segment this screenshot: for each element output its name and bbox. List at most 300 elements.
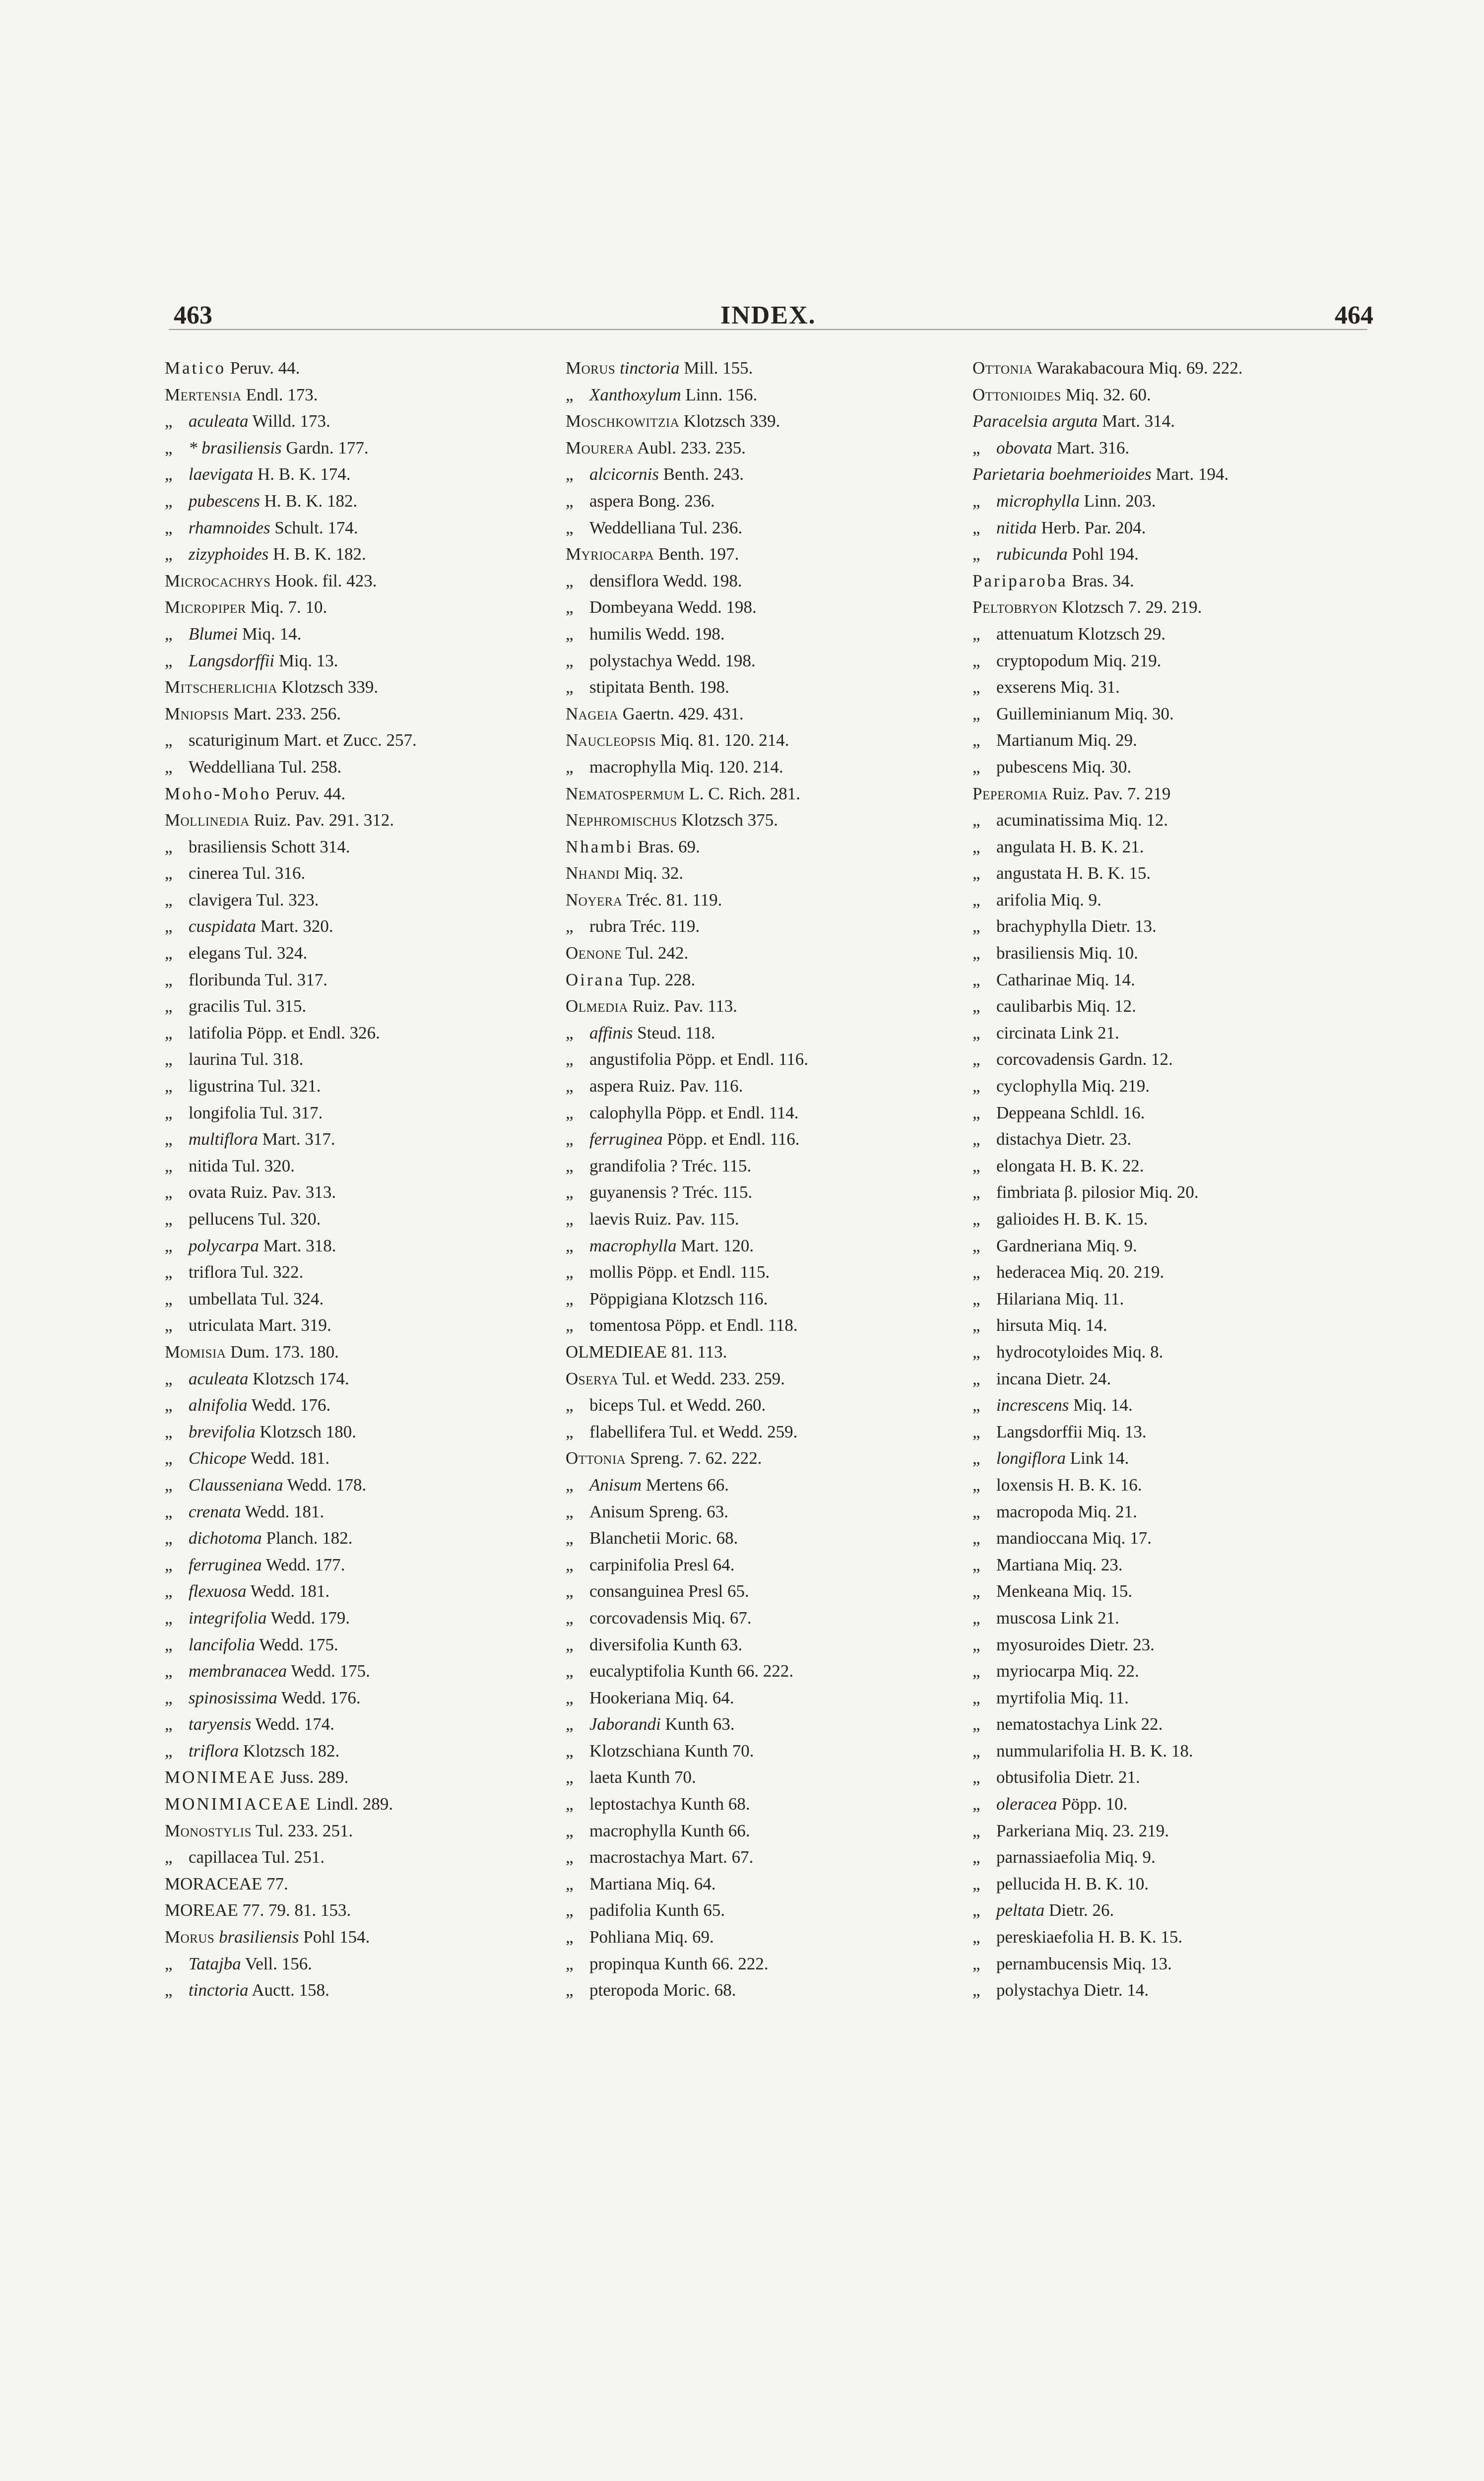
index-entry-text: angustata H. B. K. 15.: [996, 863, 1151, 883]
index-entry-text: mollis Pöpp. et Endl. 115.: [589, 1262, 770, 1282]
index-entry-text: Dietr. 26.: [1044, 1900, 1114, 1920]
index-entry-text: Jaborandi: [589, 1714, 661, 1734]
index-entry-text: galioides H. B. K. 15.: [996, 1209, 1148, 1229]
index-entry-text: Mourera: [566, 438, 634, 457]
index-entry-text: pellucida H. B. K. 10.: [996, 1874, 1149, 1893]
index-entry: [972, 1366, 1369, 1392]
index-entry-text: Klotzsch 7. 29. 219.: [1057, 597, 1202, 617]
index-entry: [165, 913, 562, 940]
index-entry: [972, 754, 1369, 781]
index-entry: [972, 1924, 1369, 1951]
index-entry-text: zizyphoides: [189, 544, 269, 564]
index-entry-text: Miq. 13.: [274, 651, 338, 670]
index-entry-text: MOREAE 77. 79. 81. 153.: [165, 1900, 351, 1920]
index-entry-text: tomentosa Pöpp. et Endl. 118.: [589, 1315, 798, 1335]
index-entry: [566, 674, 963, 701]
index-entry-text: Martiana Miq. 64.: [589, 1874, 716, 1893]
index-entry: [165, 1711, 562, 1738]
ditto-mark: „: [972, 1049, 980, 1069]
index-entry-text: Myriocarpa: [566, 544, 654, 564]
index-entry: [165, 1552, 562, 1578]
index-entry: [972, 1472, 1369, 1499]
index-entry: [165, 594, 562, 621]
index-entry: [972, 940, 1369, 967]
ditto-mark: „: [566, 1209, 574, 1229]
index-entry-text: H. B. K. 182.: [268, 544, 366, 564]
index-entry-text: ferruginea: [589, 1129, 663, 1149]
ditto-mark: „: [972, 970, 980, 989]
ditto-mark: „: [972, 1502, 980, 1521]
ditto-mark: „: [566, 677, 574, 697]
ditto-mark: „: [165, 1741, 173, 1761]
index-entry: [566, 1046, 963, 1073]
index-entry: [165, 940, 562, 967]
index-entry: [566, 1445, 963, 1472]
index-entry: [165, 1286, 562, 1312]
index-entry-text: rhamnoides: [189, 518, 270, 537]
index-entry-text: tinctoria: [615, 358, 680, 378]
index-entry: [566, 1844, 963, 1871]
index-entry-text: spinosissima: [189, 1688, 277, 1707]
index-entry: [165, 1392, 562, 1419]
index-entry-text: Peperomia: [972, 783, 1048, 803]
index-entry-text: Schult. 174.: [270, 518, 358, 537]
index-entry-text: Ruiz. Pav. 113.: [628, 996, 738, 1016]
ditto-mark: „: [165, 1448, 173, 1468]
index-entry: [566, 461, 963, 488]
index-entry: [165, 461, 562, 488]
index-entry-text: hydrocotyloides Miq. 8.: [996, 1342, 1163, 1362]
index-entry-text: Langsdorffii Miq. 13.: [996, 1422, 1147, 1441]
index-entry: [566, 408, 963, 435]
index-entry-text: Mollinedia: [165, 810, 250, 830]
index-entry-text: Mart. 194.: [1151, 464, 1229, 484]
ditto-mark: „: [972, 1581, 980, 1601]
ditto-mark: „: [972, 1608, 980, 1628]
index-entry-text: nitida: [996, 518, 1037, 537]
index-entry-text: brasiliensis Schott 314.: [189, 837, 350, 856]
index-entry-text: circinata Link 21.: [996, 1023, 1119, 1043]
index-entry-text: cuspidata: [189, 916, 257, 936]
index-column-2: [566, 355, 963, 2004]
index-entry: [566, 1366, 963, 1392]
index-entry: [972, 1711, 1369, 1738]
ditto-mark: „: [165, 1289, 173, 1308]
index-entry: [972, 1525, 1369, 1552]
index-entry: [972, 807, 1369, 834]
index-entry-text: myriocarpa Miq. 22.: [996, 1661, 1139, 1681]
index-entry: [972, 1153, 1369, 1179]
index-entry-text: parnassiaefolia Miq. 9.: [996, 1847, 1156, 1867]
ditto-mark: „: [972, 1794, 980, 1814]
index-entry: [165, 1259, 562, 1286]
index-entry: [165, 1499, 562, 1525]
index-entry: [566, 940, 963, 967]
index-entry-text: Ruiz. Pav. 7. 219: [1047, 783, 1171, 803]
index-entry-text: Wedd. 181.: [241, 1502, 324, 1521]
index-entry-text: aspera Bong. 236.: [589, 491, 715, 511]
index-entry: [165, 1339, 562, 1366]
index-entry: [165, 1206, 562, 1233]
index-entry-text: L. C. Rich. 281.: [684, 783, 801, 803]
index-entry-text: latifolia Pöpp. et Endl. 326.: [189, 1023, 380, 1043]
index-entry-text: Matico: [165, 358, 226, 378]
index-entry: [566, 993, 963, 1020]
index-entry: [972, 967, 1369, 993]
index-entry-text: longifolia Tul. 317.: [189, 1103, 323, 1122]
index-entry-text: Mill. 155.: [679, 358, 753, 378]
index-entry: [566, 1552, 963, 1578]
index-entry-text: ligustrina Tul. 321.: [189, 1076, 321, 1096]
index-entry: [566, 1020, 963, 1046]
index-entry-text: Ottonia: [566, 1448, 626, 1468]
index-entry-text: Wedd. 181.: [246, 1448, 330, 1468]
ditto-mark: „: [972, 624, 980, 644]
index-entry-text: Monostylis: [165, 1821, 252, 1840]
index-entry: [972, 1632, 1369, 1658]
index-entry-text: Langsdorffii: [189, 651, 275, 670]
index-entry: [165, 541, 562, 568]
index-entry-text: Nageia: [566, 704, 619, 723]
ditto-mark: „: [972, 1634, 980, 1654]
index-entry-text: incana Dietr. 24.: [996, 1369, 1111, 1388]
index-entry-text: Lindl. 289.: [312, 1794, 393, 1814]
index-entry-text: macrophylla Miq. 120. 214.: [589, 757, 783, 777]
index-entry-text: Link 14.: [1066, 1448, 1129, 1468]
ditto-mark: „: [972, 677, 980, 697]
index-entry-text: brasiliensis: [214, 1927, 299, 1947]
ditto-mark: „: [165, 1076, 173, 1096]
ditto-mark: „: [972, 1103, 980, 1122]
ditto-mark: „: [566, 1076, 574, 1096]
index-entry: [566, 1632, 963, 1658]
ditto-mark: „: [165, 438, 173, 457]
index-entry: [972, 1126, 1369, 1153]
index-entry-text: Morus: [165, 1927, 215, 1947]
ditto-mark: „: [972, 757, 980, 777]
index-entry-text: Miq. 7. 10.: [246, 597, 327, 617]
ditto-mark: „: [972, 863, 980, 883]
ditto-mark: „: [566, 757, 574, 777]
ditto-mark: „: [165, 1847, 173, 1867]
index-entry: [165, 1632, 562, 1658]
index-entry-text: Dum. 173. 180.: [226, 1342, 339, 1362]
index-entry: [566, 1525, 963, 1552]
index-entry: [165, 1046, 562, 1073]
ditto-mark: „: [566, 1475, 574, 1495]
index-entry-text: loxensis H. B. K. 16.: [996, 1475, 1142, 1495]
ditto-mark: „: [566, 1954, 574, 1973]
ditto-mark: „: [566, 1528, 574, 1548]
ditto-mark: „: [566, 651, 574, 670]
index-entry-text: nitida Tul. 320.: [189, 1156, 295, 1175]
ditto-mark: „: [165, 1182, 173, 1202]
ditto-mark: „: [566, 1395, 574, 1415]
index-entry: [566, 1818, 963, 1844]
index-entry-text: pernambucensis Miq. 13.: [996, 1954, 1172, 1973]
index-entry-text: calophylla Pöpp. et Endl. 114.: [589, 1103, 799, 1122]
index-entry: [972, 1738, 1369, 1764]
index-entry-text: laurina Tul. 318.: [189, 1049, 304, 1069]
ditto-mark: „: [972, 1714, 980, 1734]
index-entry-text: Willd. 173.: [248, 411, 330, 431]
index-entry-text: Warakabacoura Miq. 69. 222.: [1032, 358, 1243, 378]
index-entry-text: polycarpa: [189, 1236, 259, 1255]
ditto-mark: „: [566, 1874, 574, 1893]
index-entry-text: Klotzsch 182.: [239, 1741, 340, 1761]
index-entry-text: macrophylla: [589, 1236, 677, 1255]
index-entry-text: pereskiaefolia H. B. K. 15.: [996, 1927, 1183, 1947]
index-entry: [566, 1339, 963, 1366]
ditto-mark: „: [165, 1156, 173, 1175]
index-entry-text: Tatajba: [189, 1954, 241, 1973]
index-entry-text: polystachya Dietr. 14.: [996, 1980, 1149, 2000]
ditto-mark: „: [165, 863, 173, 883]
index-entry: [165, 993, 562, 1020]
index-entry: [972, 1791, 1369, 1818]
ditto-mark: „: [972, 1182, 980, 1202]
index-entry-text: Mart. 320.: [256, 916, 333, 936]
index-entry: [566, 727, 963, 754]
ditto-mark: „: [566, 1555, 574, 1574]
index-entry: [566, 834, 963, 860]
index-entry-text: Miq. 14.: [238, 624, 302, 644]
ditto-mark: „: [972, 1821, 980, 1840]
ditto-mark: „: [165, 1049, 173, 1069]
index-entry-text: Bras. 69.: [633, 837, 700, 856]
index-entry: [165, 1977, 562, 2004]
index-entry-text: Klotzsch 339.: [277, 677, 379, 697]
ditto-mark: „: [165, 1129, 173, 1149]
index-entry: [972, 1897, 1369, 1924]
ditto-mark: „: [165, 916, 173, 936]
index-entry: [972, 993, 1369, 1020]
index-entry-text: Micropiper: [165, 597, 246, 617]
ditto-mark: „: [566, 1980, 574, 2000]
index-entry-text: Blanchetii Moric. 68.: [589, 1528, 738, 1548]
index-entry: [566, 913, 963, 940]
index-entry-text: flabellifera Tul. et Wedd. 259.: [589, 1422, 798, 1441]
index-entry-text: lancifolia: [189, 1634, 256, 1654]
index-entry-text: Gaertn. 429. 431.: [618, 704, 744, 723]
index-entry: [165, 1685, 562, 1711]
index-entry-text: Tup. 228.: [625, 970, 696, 989]
index-entry: [566, 488, 963, 515]
index-entry: [165, 701, 562, 727]
index-entry-text: Ottonioides: [972, 385, 1061, 404]
index-entry-text: Mart. 316.: [1052, 438, 1130, 457]
ditto-mark: „: [972, 1528, 980, 1548]
index-entry: [972, 488, 1369, 515]
ditto-mark: „: [165, 1395, 173, 1415]
ditto-mark: „: [972, 544, 980, 564]
index-entry-text: guyanensis ? Tréc. 115.: [589, 1182, 753, 1202]
ditto-mark: „: [165, 757, 173, 777]
index-entry-text: increscens: [996, 1395, 1069, 1415]
ditto-mark: „: [165, 1688, 173, 1707]
index-entry: [566, 568, 963, 594]
index-entry: [165, 834, 562, 860]
index-entry-text: * brasiliensis: [189, 438, 282, 457]
index-entry-text: angulata H. B. K. 21.: [996, 837, 1144, 856]
index-entry: [972, 1206, 1369, 1233]
index-entry-text: nematostachya Link 22.: [996, 1714, 1163, 1734]
index-entry-text: longiflora: [996, 1448, 1066, 1468]
index-entry-text: Tul. 233. 251.: [252, 1821, 353, 1840]
index-entry-text: Klotzsch 339.: [679, 411, 780, 431]
index-entry-text: capillacea Tul. 251.: [189, 1847, 325, 1867]
index-entry-text: Pohl 194.: [1067, 544, 1139, 564]
ditto-mark: „: [972, 1900, 980, 1920]
ditto-mark: „: [566, 1927, 574, 1947]
index-entry-text: cinerea Tul. 316.: [189, 863, 306, 883]
index-entry-text: OLMEDIEAE 81. 113.: [566, 1342, 727, 1362]
index-entry-text: H. B. K. 174.: [253, 464, 351, 484]
index-entry: [165, 1578, 562, 1605]
index-column-3: [972, 355, 1369, 2004]
index-entry-text: pubescens: [189, 491, 260, 511]
index-entry-text: Klotzsch 180.: [255, 1422, 356, 1441]
index-entry-text: triflora: [189, 1741, 239, 1761]
index-entry-text: Mart. 120.: [676, 1236, 754, 1255]
ditto-mark: „: [165, 996, 173, 1016]
ditto-mark: „: [972, 1315, 980, 1335]
index-entry-text: Tul. et Wedd. 233. 259.: [618, 1369, 785, 1388]
index-entry: [165, 1472, 562, 1499]
index-entry: [165, 435, 562, 461]
ditto-mark: „: [972, 1023, 980, 1043]
ditto-mark: „: [566, 597, 574, 617]
index-entry-text: peltata: [996, 1900, 1045, 1920]
index-entry-text: Nhandi: [566, 863, 620, 883]
index-entry-text: Steud. 118.: [633, 1023, 715, 1043]
index-entry: [972, 1844, 1369, 1871]
index-entry: [972, 1685, 1369, 1711]
index-entry-text: Oirana: [566, 970, 625, 989]
ditto-mark: „: [972, 1236, 980, 1255]
index-entry-text: Wedd. 178.: [283, 1475, 367, 1495]
index-entry-text: Weddelliana Tul. 236.: [589, 518, 743, 537]
index-entry: [165, 1897, 562, 1924]
index-entry-text: Claussenіana: [189, 1475, 283, 1495]
index-entry: [566, 1259, 963, 1286]
index-entry-text: aspera Ruiz. Pav. 116.: [589, 1076, 743, 1096]
index-entry-text: Klotzsch 174.: [248, 1369, 349, 1388]
index-entry-text: Mitscherlichia: [165, 677, 277, 697]
index-entry: [566, 355, 963, 382]
ditto-mark: „: [165, 518, 173, 537]
ditto-mark: „: [566, 624, 574, 644]
index-entry: [972, 515, 1369, 541]
index-entry-text: brevifolia: [189, 1422, 256, 1441]
index-entry: [566, 1499, 963, 1525]
index-entry: [972, 1259, 1369, 1286]
index-entry-text: Pohliana Miq. 69.: [589, 1927, 714, 1947]
index-entry-text: Olmedia: [566, 996, 628, 1016]
index-entry: [165, 648, 562, 674]
index-entry: [165, 1366, 562, 1392]
index-entry-text: rubra Tréc. 119.: [589, 916, 700, 936]
index-entry-text: rubicunda: [996, 544, 1068, 564]
index-entry-text: leptostachya Kunth 68.: [589, 1794, 750, 1814]
index-entry: [566, 1658, 963, 1685]
ditto-mark: „: [972, 1395, 980, 1415]
ditto-mark: „: [566, 571, 574, 590]
ditto-mark: „: [566, 1129, 574, 1149]
index-entry-text: corcovadensis Miq. 67.: [589, 1608, 752, 1628]
index-entry-text: hederacea Miq. 20. 219.: [996, 1262, 1164, 1282]
index-entry: [566, 1605, 963, 1632]
ditto-mark: „: [165, 730, 173, 750]
index-entry-text: Bras. 34.: [1067, 571, 1134, 590]
ditto-mark: „: [165, 1236, 173, 1255]
index-entry: [566, 648, 963, 674]
ditto-mark: „: [972, 1767, 980, 1787]
ditto-mark: „: [972, 438, 980, 457]
index-entry: [972, 834, 1369, 860]
index-entry: [972, 781, 1369, 807]
index-entry: [972, 355, 1369, 382]
index-entry: [972, 1100, 1369, 1126]
ditto-mark: „: [165, 1369, 173, 1388]
index-entry: [165, 1818, 562, 1844]
index-entry-text: Nematospermum: [566, 783, 685, 803]
ditto-mark: „: [566, 916, 574, 936]
index-entry-text: Anisum Spreng. 63.: [589, 1502, 728, 1521]
ditto-mark: „: [972, 1688, 980, 1707]
ditto-mark: „: [972, 1369, 980, 1388]
ditto-mark: „: [566, 1315, 574, 1335]
ditto-mark: „: [165, 1422, 173, 1441]
index-entry-text: Guilleminianum Miq. 30.: [996, 704, 1174, 723]
index-entry-text: macrostachya Mart. 67.: [589, 1847, 754, 1867]
ditto-mark: „: [165, 1980, 173, 2000]
index-entry-text: brachyphylla Dietr. 13.: [996, 916, 1157, 936]
ditto-mark: „: [566, 1103, 574, 1122]
index-entry-text: Peltobryon: [972, 597, 1058, 617]
index-entry: [165, 355, 562, 382]
index-entry: [566, 1312, 963, 1339]
index-entry: [566, 1578, 963, 1605]
index-entry: [972, 568, 1369, 594]
index-entry: [165, 807, 562, 834]
index-entry: [972, 1392, 1369, 1419]
index-entry-text: Endl. 173.: [241, 385, 318, 404]
index-entry: [972, 1818, 1369, 1844]
index-entry: [566, 1233, 963, 1259]
ditto-mark: „: [165, 1502, 173, 1521]
index-entry-text: Peruv. 44.: [226, 358, 300, 378]
index-entry-text: aculeata: [189, 1369, 249, 1388]
index-entry-text: propinqua Kunth 66. 222.: [589, 1954, 769, 1973]
index-entry-text: nummularifolia H. B. K. 18.: [996, 1741, 1193, 1761]
index-entry-text: Naucleopsis: [566, 730, 656, 750]
index-entry-text: Gardneriana Miq. 9.: [996, 1236, 1137, 1255]
index-entry: [165, 1525, 562, 1552]
index-entry-text: elegans Tul. 324.: [189, 943, 308, 963]
index-entry: [972, 1951, 1369, 1977]
index-entry-text: Parkeriana Miq. 23. 219.: [996, 1821, 1169, 1840]
index-entry-text: dichotoma: [189, 1528, 262, 1548]
index-entry: [972, 1658, 1369, 1685]
index-entry-text: Parietaria boehmerioides: [972, 464, 1152, 484]
index-entry-text: floribunda Tul. 317.: [189, 970, 328, 989]
index-entry: [566, 860, 963, 887]
index-entry-text: membranacea: [189, 1661, 287, 1681]
index-entry-text: Pöppigiana Klotzsch 116.: [589, 1289, 768, 1308]
index-entry-text: Planch. 182.: [261, 1528, 353, 1548]
ditto-mark: „: [972, 916, 980, 936]
